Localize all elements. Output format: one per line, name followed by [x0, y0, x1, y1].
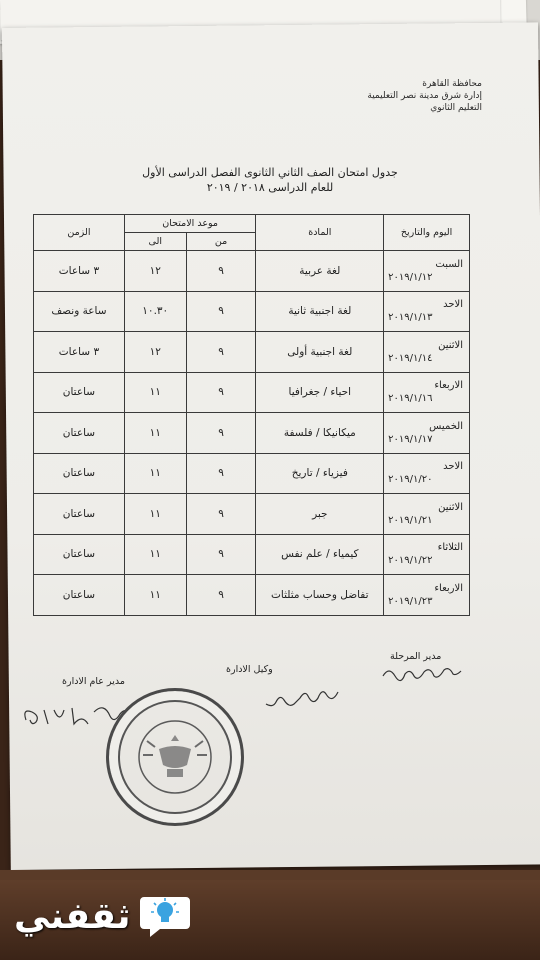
duration-cell: ساعتان: [34, 372, 125, 413]
day-date-cell: [384, 332, 470, 373]
header-day: اليوم والتاريخ: [384, 215, 470, 251]
subject-cell: ميكانيكا / فلسفة: [256, 413, 384, 454]
to-cell: ١٢: [124, 251, 186, 292]
exam-date: ٢٠١٩/١/١٢: [388, 271, 433, 283]
day-name: الاربعاء: [434, 380, 463, 392]
exam-schedule-table: [33, 214, 470, 616]
day-name: الاثنين: [438, 501, 463, 513]
day-date-cell: [384, 534, 470, 575]
day-name: الاحد: [443, 461, 463, 473]
from-cell: ٩: [186, 453, 256, 494]
table-row: [34, 453, 470, 494]
to-cell: ١١: [124, 453, 186, 494]
exam-date: ٢٠١٩/١/٢٣: [388, 595, 433, 607]
official-seal: [106, 688, 244, 826]
exam-date: ٢٠١٩/١/١٤: [388, 352, 433, 364]
table-row: [34, 332, 470, 373]
general-manager-label: مدير عام الادارة: [62, 676, 125, 687]
day-date-cell: [384, 575, 470, 616]
subtitle-line: للعام الدراسى ٢٠١٨ / ٢٠١٩: [206, 181, 334, 194]
header-subject: المادة: [256, 215, 384, 251]
exam-date: ٢٠١٩/١/٢١: [388, 514, 433, 526]
to-cell: ١١: [124, 575, 186, 616]
day-date-cell: [384, 453, 470, 494]
day-date-cell: [384, 251, 470, 292]
table-row: [34, 534, 470, 575]
to-cell: ١٢: [124, 332, 186, 373]
duration-cell: ساعتان: [34, 453, 125, 494]
title-line: جدول امتحان الصف الثاني الثانوى الفصل الدراسى الأول: [142, 166, 398, 179]
table-row: [34, 494, 470, 535]
subject-cell: كيمياء / علم نفس: [256, 534, 384, 575]
header-to: الى: [124, 233, 186, 251]
from-cell: ٩: [186, 413, 256, 454]
duration-cell: ساعة ونصف: [34, 291, 125, 332]
lightbulb-icon: [138, 893, 192, 939]
day-name: الخميس: [429, 420, 463, 432]
table-row: [34, 575, 470, 616]
subject-cell: تفاضل وحساب مثلثات: [256, 575, 384, 616]
subject-cell: احياء / جغرافيا: [256, 372, 384, 413]
from-cell: ٩: [186, 534, 256, 575]
exam-date: ٢٠١٩/١/١٦: [388, 393, 433, 405]
from-cell: ٩: [186, 575, 256, 616]
from-cell: ٩: [186, 251, 256, 292]
exam-date: ٢٠١٩/١/٢٢: [388, 555, 433, 567]
duration-cell: ساعتان: [34, 494, 125, 535]
table-row: [34, 372, 470, 413]
day-name: السبت: [435, 258, 463, 270]
day-date-cell: [384, 291, 470, 332]
to-cell: ١٠.٣٠: [124, 291, 186, 332]
day-name: الاربعاء: [434, 582, 463, 594]
subject-cell: فيزياء / تاريخ: [256, 453, 384, 494]
duration-cell: ساعتان: [34, 534, 125, 575]
day-name: الاحد: [443, 299, 463, 311]
day-date-cell: [384, 372, 470, 413]
from-cell: ٩: [186, 332, 256, 373]
day-date-cell: [384, 494, 470, 535]
duration-cell: ساعتان: [34, 575, 125, 616]
duration-cell: ساعتان: [34, 413, 125, 454]
sector-label: التعليم الثانوي: [430, 103, 482, 113]
eagle-emblem-icon: [109, 691, 241, 823]
stage-manager-label: مدير المرحلة: [390, 651, 442, 662]
duration-cell: ٣ ساعات: [34, 332, 125, 373]
duration-cell: ٣ ساعات: [34, 251, 125, 292]
subject-cell: لغة اجنبية ثانية: [256, 291, 384, 332]
from-cell: ٩: [186, 372, 256, 413]
to-cell: ١١: [124, 534, 186, 575]
table-row: [34, 291, 470, 332]
issuer-header: [367, 78, 482, 114]
exam-date: ٢٠١٩/١/١٣: [388, 312, 433, 324]
document-title: [0, 165, 540, 195]
header-from: من: [186, 233, 256, 251]
to-cell: ١١: [124, 372, 186, 413]
exam-date: ٢٠١٩/١/١٧: [388, 433, 433, 445]
subject-cell: لغة عربية: [256, 251, 384, 292]
header-duration: الزمن: [34, 215, 125, 251]
day-name: الاثنين: [438, 339, 463, 351]
administration-label: إدارة شرق مدينة نصر التعليمية: [367, 91, 482, 101]
day-date-cell: [384, 413, 470, 454]
subject-cell: لغة اجنبية أولى: [256, 332, 384, 373]
from-cell: ٩: [186, 494, 256, 535]
table-row: [34, 251, 470, 292]
governorate-label: محافظة القاهرة: [422, 79, 482, 89]
from-cell: ٩: [186, 291, 256, 332]
deputy-signature: [262, 684, 342, 710]
header-exam-time: موعد الامتحان: [124, 215, 256, 233]
brand-logo-text: ثقفني: [14, 896, 131, 937]
stage-manager-signature: [380, 662, 470, 684]
to-cell: ١١: [124, 494, 186, 535]
deputy-label: وكيل الادارة: [226, 664, 273, 675]
to-cell: ١١: [124, 413, 186, 454]
day-name: الثلاثاء: [437, 542, 463, 554]
table-row: [34, 413, 470, 454]
exam-date: ٢٠١٩/١/٢٠: [388, 474, 433, 486]
subject-cell: جبر: [256, 494, 384, 535]
